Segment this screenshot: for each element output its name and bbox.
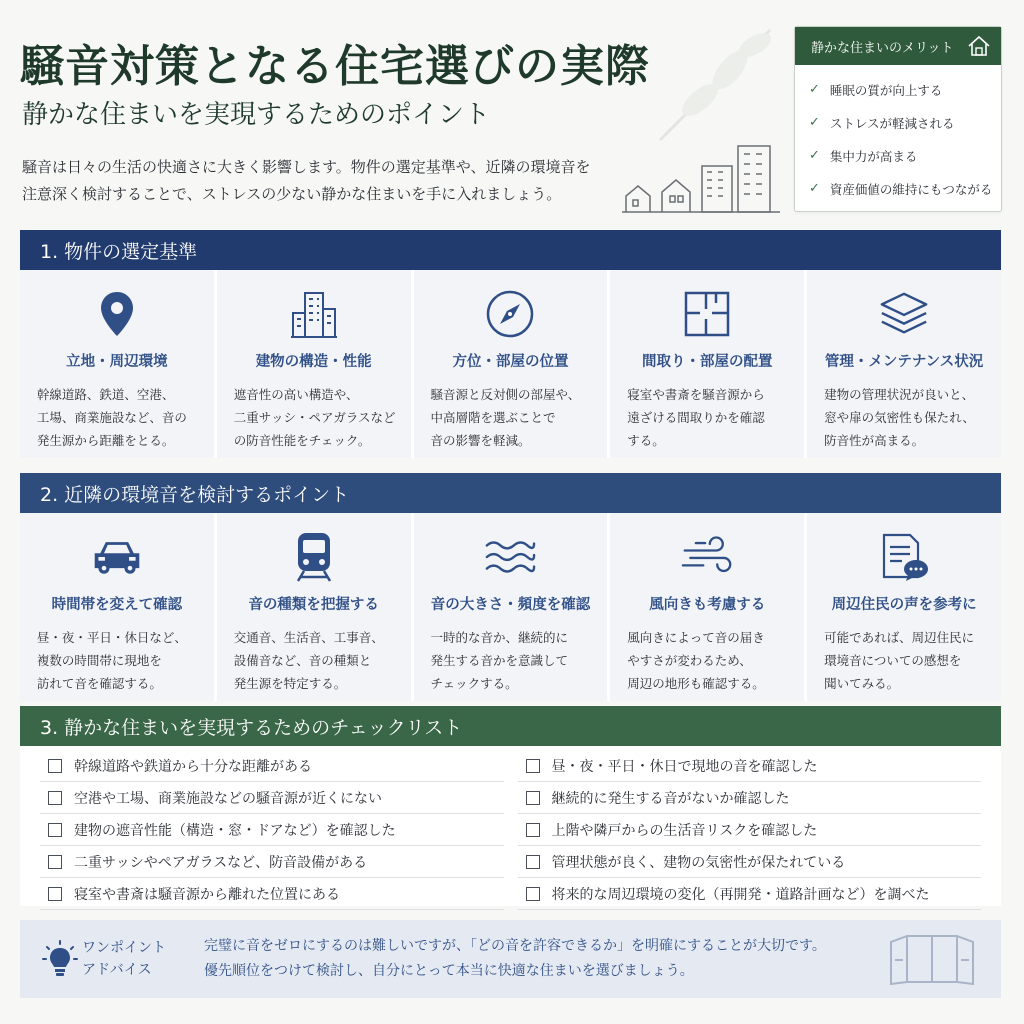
card-desc-line: 中高層階を選ぶことで [430,410,556,425]
checkbox[interactable] [526,823,540,837]
checklist-item-label: 将来的な周辺環境の変化（再開発・道路計画など）を調べた [551,886,930,903]
checkbox[interactable] [526,855,540,869]
train-icon [292,531,336,583]
section1-heading: 1. 物件の選定基準 [20,230,1001,270]
card-title: 時間帯を変えて確認 [51,597,183,613]
wind-icon [681,534,733,580]
card-desc-line: 風向きによって音の届き [627,630,765,645]
merit-item-label: 睡眠の質が向上する [829,82,943,98]
advice-label [82,937,182,981]
card-maintenance [807,270,1001,458]
merit-item [809,172,1001,205]
merit-list [795,65,1001,205]
card-direction [414,270,611,458]
card-desc-line: 遮音性の高い構造や、 [233,387,359,402]
card-desc-line: チェックする。 [430,676,518,691]
window-icon [887,932,977,986]
building-icon [289,289,339,339]
merit-item-label: 集中力が高まる [829,148,918,164]
card-title: 音の大きさ・頻度を確認 [430,597,591,613]
card-desc-line: 昼・夜・平日・休日など、 [36,630,187,645]
checkbox[interactable] [526,887,540,901]
card-desc-line: 交通音、生活音、工事音、 [233,630,384,645]
sound-wave-icon [484,537,536,577]
checklist-item-label: 二重サッシやペアガラスなど、防音設備がある [74,854,368,871]
card-desc [430,383,590,452]
advice-label-line: アドバイス [82,962,152,978]
card-desc-line: 窓や扉の気密性も保たれ、 [824,410,975,425]
location-pin-icon [99,290,135,338]
checklist-right-column [518,750,982,906]
card-desc-line: 騒音源と反対側の部屋や、 [430,387,581,402]
card-title: 風向きも考慮する [649,597,766,613]
card-desc-line: 一時的な音か、継続的に [430,630,568,645]
checklist-item[interactable] [40,878,504,910]
card-desc [37,383,197,452]
checklist-left-column [40,750,504,906]
card-floorplan [610,270,807,458]
section3-heading: 3. 静かな住まいを実現するためのチェックリスト [20,706,1001,746]
card-desc-line: 発生源を特定する。 [233,676,347,691]
checklist-item[interactable] [518,878,982,910]
section2-heading: 2. 近隣の環境音を検討するポイント [20,473,1001,513]
checkbox[interactable] [526,791,540,805]
merit-title: 静かな住まいのメリット [811,40,954,56]
card-desc-line: やすさが変わるため、 [627,653,752,668]
page-title: 騒音対策となる住宅選びの実際 [20,41,650,92]
checkbox[interactable] [48,791,62,805]
checklist-item-label: 昼・夜・平日・休日で現地の音を確認した [551,758,818,775]
card-title: 間取り・部屋の配置 [642,354,773,370]
card-desc-line: 寝室や書斎を騒音源から [627,387,765,402]
card-location [20,270,217,458]
checklist-item[interactable] [518,750,982,782]
card-desc-line: 環境音についての感想を [824,653,962,668]
card-desc-line: 聞いてみる。 [824,676,900,691]
card-desc-line: 防音性が高まる。 [824,433,925,448]
merit-item-label: 資産価値の維持にもつながる [829,181,993,197]
checkbox[interactable] [48,887,62,901]
leaf-decoration-icon [640,10,790,150]
advice-text-line: 優先順位をつけて検討し、自分にとって本当に快適な住まいを選びましょう。 [204,963,694,979]
card-wind [610,513,807,701]
card-desc-line: 可能であれば、周辺住民に [824,630,975,645]
layers-icon [878,289,930,339]
check-icon: ✓ [809,82,820,97]
merit-header [795,27,1001,65]
intro-text [22,154,642,208]
card-desc-line: 複数の時間帯に現地を [36,653,162,668]
section1-cards [20,270,1001,458]
checklist-item-label: 建物の遮音性能（構造・窓・ドアなど）を確認した [74,822,396,839]
check-icon: ✓ [809,148,820,163]
card-title: 音の種類を把握する [248,597,379,613]
merit-item [809,106,1001,139]
card-structure [217,270,414,458]
card-desc [627,383,787,452]
checklist [20,746,1001,906]
card-title: 周辺住民の声を参考に [831,597,977,613]
house-icon [967,35,991,57]
intro-line: 騒音は日々の生活の快適さに大きく影響します。物件の選定基準や、近隣の環境音を [22,158,591,176]
card-desc [234,383,394,452]
checklist-item-label: 幹線道路や鉄道から十分な距離がある [74,758,312,775]
compass-icon [485,289,535,339]
intro-line: 注意深く検討することで、ストレスの少ない静かな住まいを手に入れましょう。 [22,185,562,203]
card-desc-line: 発生する音かを意識して [430,653,568,668]
card-desc-line: 建物の管理状況が良いと、 [824,387,975,402]
merit-item [809,139,1001,172]
checkbox[interactable] [48,759,62,773]
card-desc [627,626,787,695]
card-desc-line: 幹線道路、鉄道、空港、 [36,387,175,402]
card-desc [234,626,394,695]
card-desc-line: する。 [627,433,665,448]
card-desc-line: 工場、商業施設など、音の [36,410,187,425]
checklist-item[interactable] [40,782,504,814]
card-desc-line: の防音性能をチェック。 [233,433,371,448]
checklist-item-label: 空港や工場、商業施設などの騒音源が近くにない [74,790,382,807]
card-time [20,513,217,701]
card-desc-line: 音の影響を軽減。 [430,433,531,448]
advice-label-line: ワンポイント [82,940,166,956]
checkbox[interactable] [526,759,540,773]
section2-cards [20,513,1001,701]
town-illustration-icon [618,140,783,215]
card-title: 建物の構造・性能 [255,354,372,370]
card-title: 立地・周辺環境 [66,354,168,370]
checklist-item-label: 寝室や書斎は騒音源から離れた位置にある [74,886,340,903]
card-desc-line: 発生源から距離をとる。 [36,433,175,448]
card-residents [807,513,1001,701]
card-desc-line: 二重サッシ・ペアガラスなど [233,410,396,425]
card-sound-type [217,513,414,701]
car-icon [91,535,143,579]
check-icon: ✓ [809,115,820,130]
card-volume [414,513,611,701]
card-desc [37,626,197,695]
lightbulb-icon [42,939,78,979]
checklist-item[interactable] [40,846,504,878]
check-icon: ✓ [809,181,820,196]
checklist-item[interactable] [40,750,504,782]
floor-plan-icon [682,289,732,339]
card-desc [824,383,984,452]
checklist-item-label: 継続的に発生する音がないか確認した [551,790,790,807]
advice-text-line: 完璧に音をゼロにするのは難しいですが、「どの音を許容できるか」を明確にすることが大切です。 [204,938,826,954]
checkbox[interactable] [48,823,62,837]
card-desc [824,626,984,695]
merit-box [794,26,1002,212]
checklist-item-label: 管理状態が良く、建物の気密性が保たれている [551,854,846,871]
checklist-item[interactable] [518,814,982,846]
advice-text [204,934,826,984]
card-desc-line: 設備音など、音の種類と [233,653,372,668]
card-desc [430,626,590,695]
checkbox[interactable] [48,855,62,869]
page-subtitle: 静かな住まいを実現するためのポイント [22,100,491,130]
document-chat-icon [878,531,930,583]
merit-item-label: ストレスが軽減される [829,115,955,131]
checklist-item[interactable] [518,782,982,814]
card-desc-line: 遠ざける間取りかを確認 [627,410,765,425]
checklist-item-label: 上階や隣戸からの生活音リスクを確認した [551,822,818,839]
card-title: 方位・部屋の位置 [452,354,569,370]
card-desc-line: 周辺の地形も確認する。 [627,676,765,691]
merit-item [809,73,1001,106]
advice-box [20,920,1001,998]
checklist-item[interactable] [518,846,982,878]
card-desc-line: 訪れて音を確認する。 [36,676,162,691]
card-title: 管理・メンテナンス状況 [824,354,984,370]
checklist-item[interactable] [40,814,504,846]
